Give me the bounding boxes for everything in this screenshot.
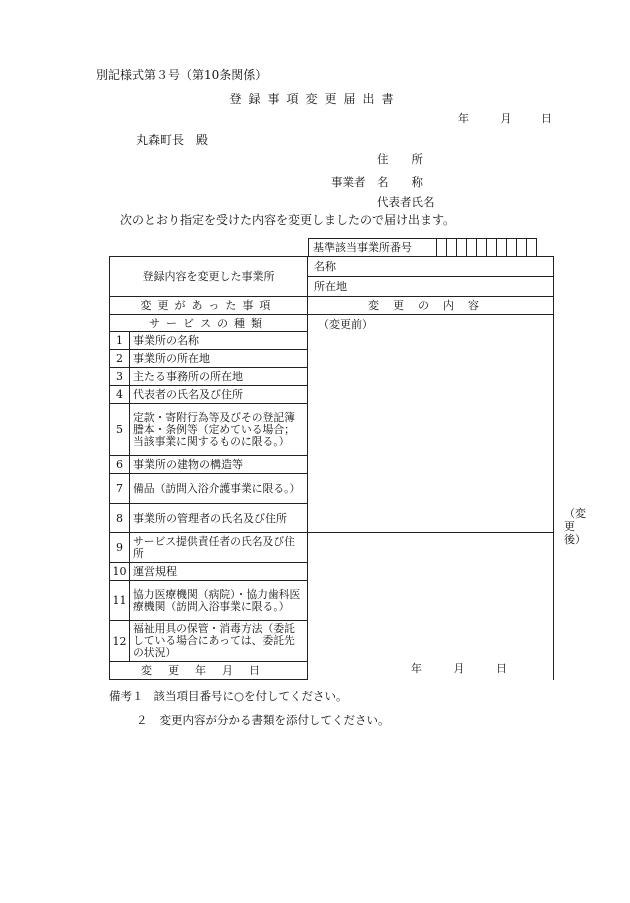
code-digit-box[interactable] xyxy=(477,239,487,257)
office-header: 登録内容を変更した事業所 xyxy=(110,257,308,297)
item-number[interactable]: 9 xyxy=(110,533,130,563)
applicant-name-label: 名 称 xyxy=(377,175,423,189)
code-digit-box[interactable] xyxy=(497,239,507,257)
submission-date xyxy=(458,110,552,126)
item-number[interactable]: 7 xyxy=(110,474,130,504)
item-number[interactable]: 3 xyxy=(110,368,130,386)
item-number[interactable]: 4 xyxy=(110,386,130,404)
item-text: 定款・寄附行為等及びその登記簿謄本・条例等（定めている場合；当該事業に関するものに限る。） xyxy=(130,404,308,456)
item-number[interactable]: 2 xyxy=(110,350,130,368)
item-text: 代表者の氏名及び住所 xyxy=(130,386,308,404)
note-1-text: 該当項目番号に○を付してください。 xyxy=(153,689,348,703)
code-digit-box[interactable] xyxy=(487,239,497,257)
item-text: 事業所の建物の構造等 xyxy=(130,456,308,474)
change-date-label: 変更年月日 xyxy=(110,662,308,680)
before-change-label: （変更前） xyxy=(318,318,373,331)
change-date-day: 日 xyxy=(496,662,507,675)
before-change-field[interactable] xyxy=(308,315,554,533)
item-text: 協力医療機関（病院）・協力歯科医療機関（訪問入浴事業に限る。） xyxy=(130,581,308,621)
item-number[interactable]: 6 xyxy=(110,456,130,474)
change-date-value[interactable] xyxy=(411,660,507,676)
item-text: 運営規程 xyxy=(130,563,308,581)
code-digit-box[interactable] xyxy=(437,239,447,257)
code-digit-box[interactable] xyxy=(467,239,477,257)
item-number[interactable]: 5 xyxy=(110,404,130,456)
office-location-field[interactable] xyxy=(308,277,554,297)
change-date-year: 年 xyxy=(411,662,422,675)
office-location-label: 所在地 xyxy=(314,280,347,293)
document-title: 登録事項変更届出書 xyxy=(229,92,401,106)
item-text: サービス提供責任者の氏名及び住所 xyxy=(130,533,308,563)
item-text: 事業所の管理者の氏名及び住所 xyxy=(130,504,308,533)
after-change-label: （変更後） xyxy=(564,507,586,546)
item-text: 主たる事務所の所在地 xyxy=(130,368,308,386)
code-digit-box[interactable] xyxy=(447,239,457,257)
note-2-label: ２ xyxy=(136,713,148,727)
code-digit-box[interactable] xyxy=(457,239,467,257)
item-number[interactable]: 8 xyxy=(110,504,130,533)
date-month: 月 xyxy=(500,112,512,125)
item-text: 福祉用具の保管・消毒方法（委託している場合にあっては、委託先の状況） xyxy=(130,621,308,662)
intro-text: 次のとおり指定を受けた内容を変更しましたので届け出ます。 xyxy=(120,213,456,227)
note-2 xyxy=(136,712,390,728)
change-details-table xyxy=(109,256,586,680)
item-text: 事業所の名称 xyxy=(130,332,308,350)
item-number[interactable]: 11 xyxy=(110,581,130,621)
note-1-label: 備考１ xyxy=(109,689,144,703)
addressee: 丸森町長 殿 xyxy=(136,133,209,147)
applicant-address-label: 住 所 xyxy=(377,152,423,166)
item-number[interactable]: 1 xyxy=(110,332,130,350)
change-date-month: 月 xyxy=(453,662,465,675)
code-digit-box[interactable] xyxy=(507,239,517,257)
change-content-header: 変更の内容 xyxy=(308,297,554,315)
item-text: 備品（訪問入浴介護事業に限る。） xyxy=(130,474,308,504)
note-2-text: 変更内容が分かる書類を添付してください。 xyxy=(159,713,390,727)
applicant-business-label: 事業者 xyxy=(331,175,366,189)
item-number[interactable]: 10 xyxy=(110,563,130,581)
office-name-label: 名称 xyxy=(314,260,336,273)
code-digit-box[interactable] xyxy=(517,239,527,257)
changed-items-header: 変更があった事項 xyxy=(110,297,308,315)
office-code-table xyxy=(308,238,537,257)
date-day: 日 xyxy=(541,112,552,125)
note-1 xyxy=(109,688,348,704)
service-type-label: サービスの種類 xyxy=(110,315,308,332)
code-digit-box[interactable] xyxy=(527,239,537,257)
item-number[interactable]: 12 xyxy=(110,621,130,662)
form-number-label: 別記様式第３号（第10条関係） xyxy=(96,68,268,82)
item-text: 事業所の所在地 xyxy=(130,350,308,368)
office-name-field[interactable] xyxy=(308,257,554,277)
office-code-label: 基準該当事業所番号 xyxy=(309,239,437,257)
date-year: 年 xyxy=(458,112,469,125)
applicant-representative-label: 代表者氏名 xyxy=(377,195,435,209)
